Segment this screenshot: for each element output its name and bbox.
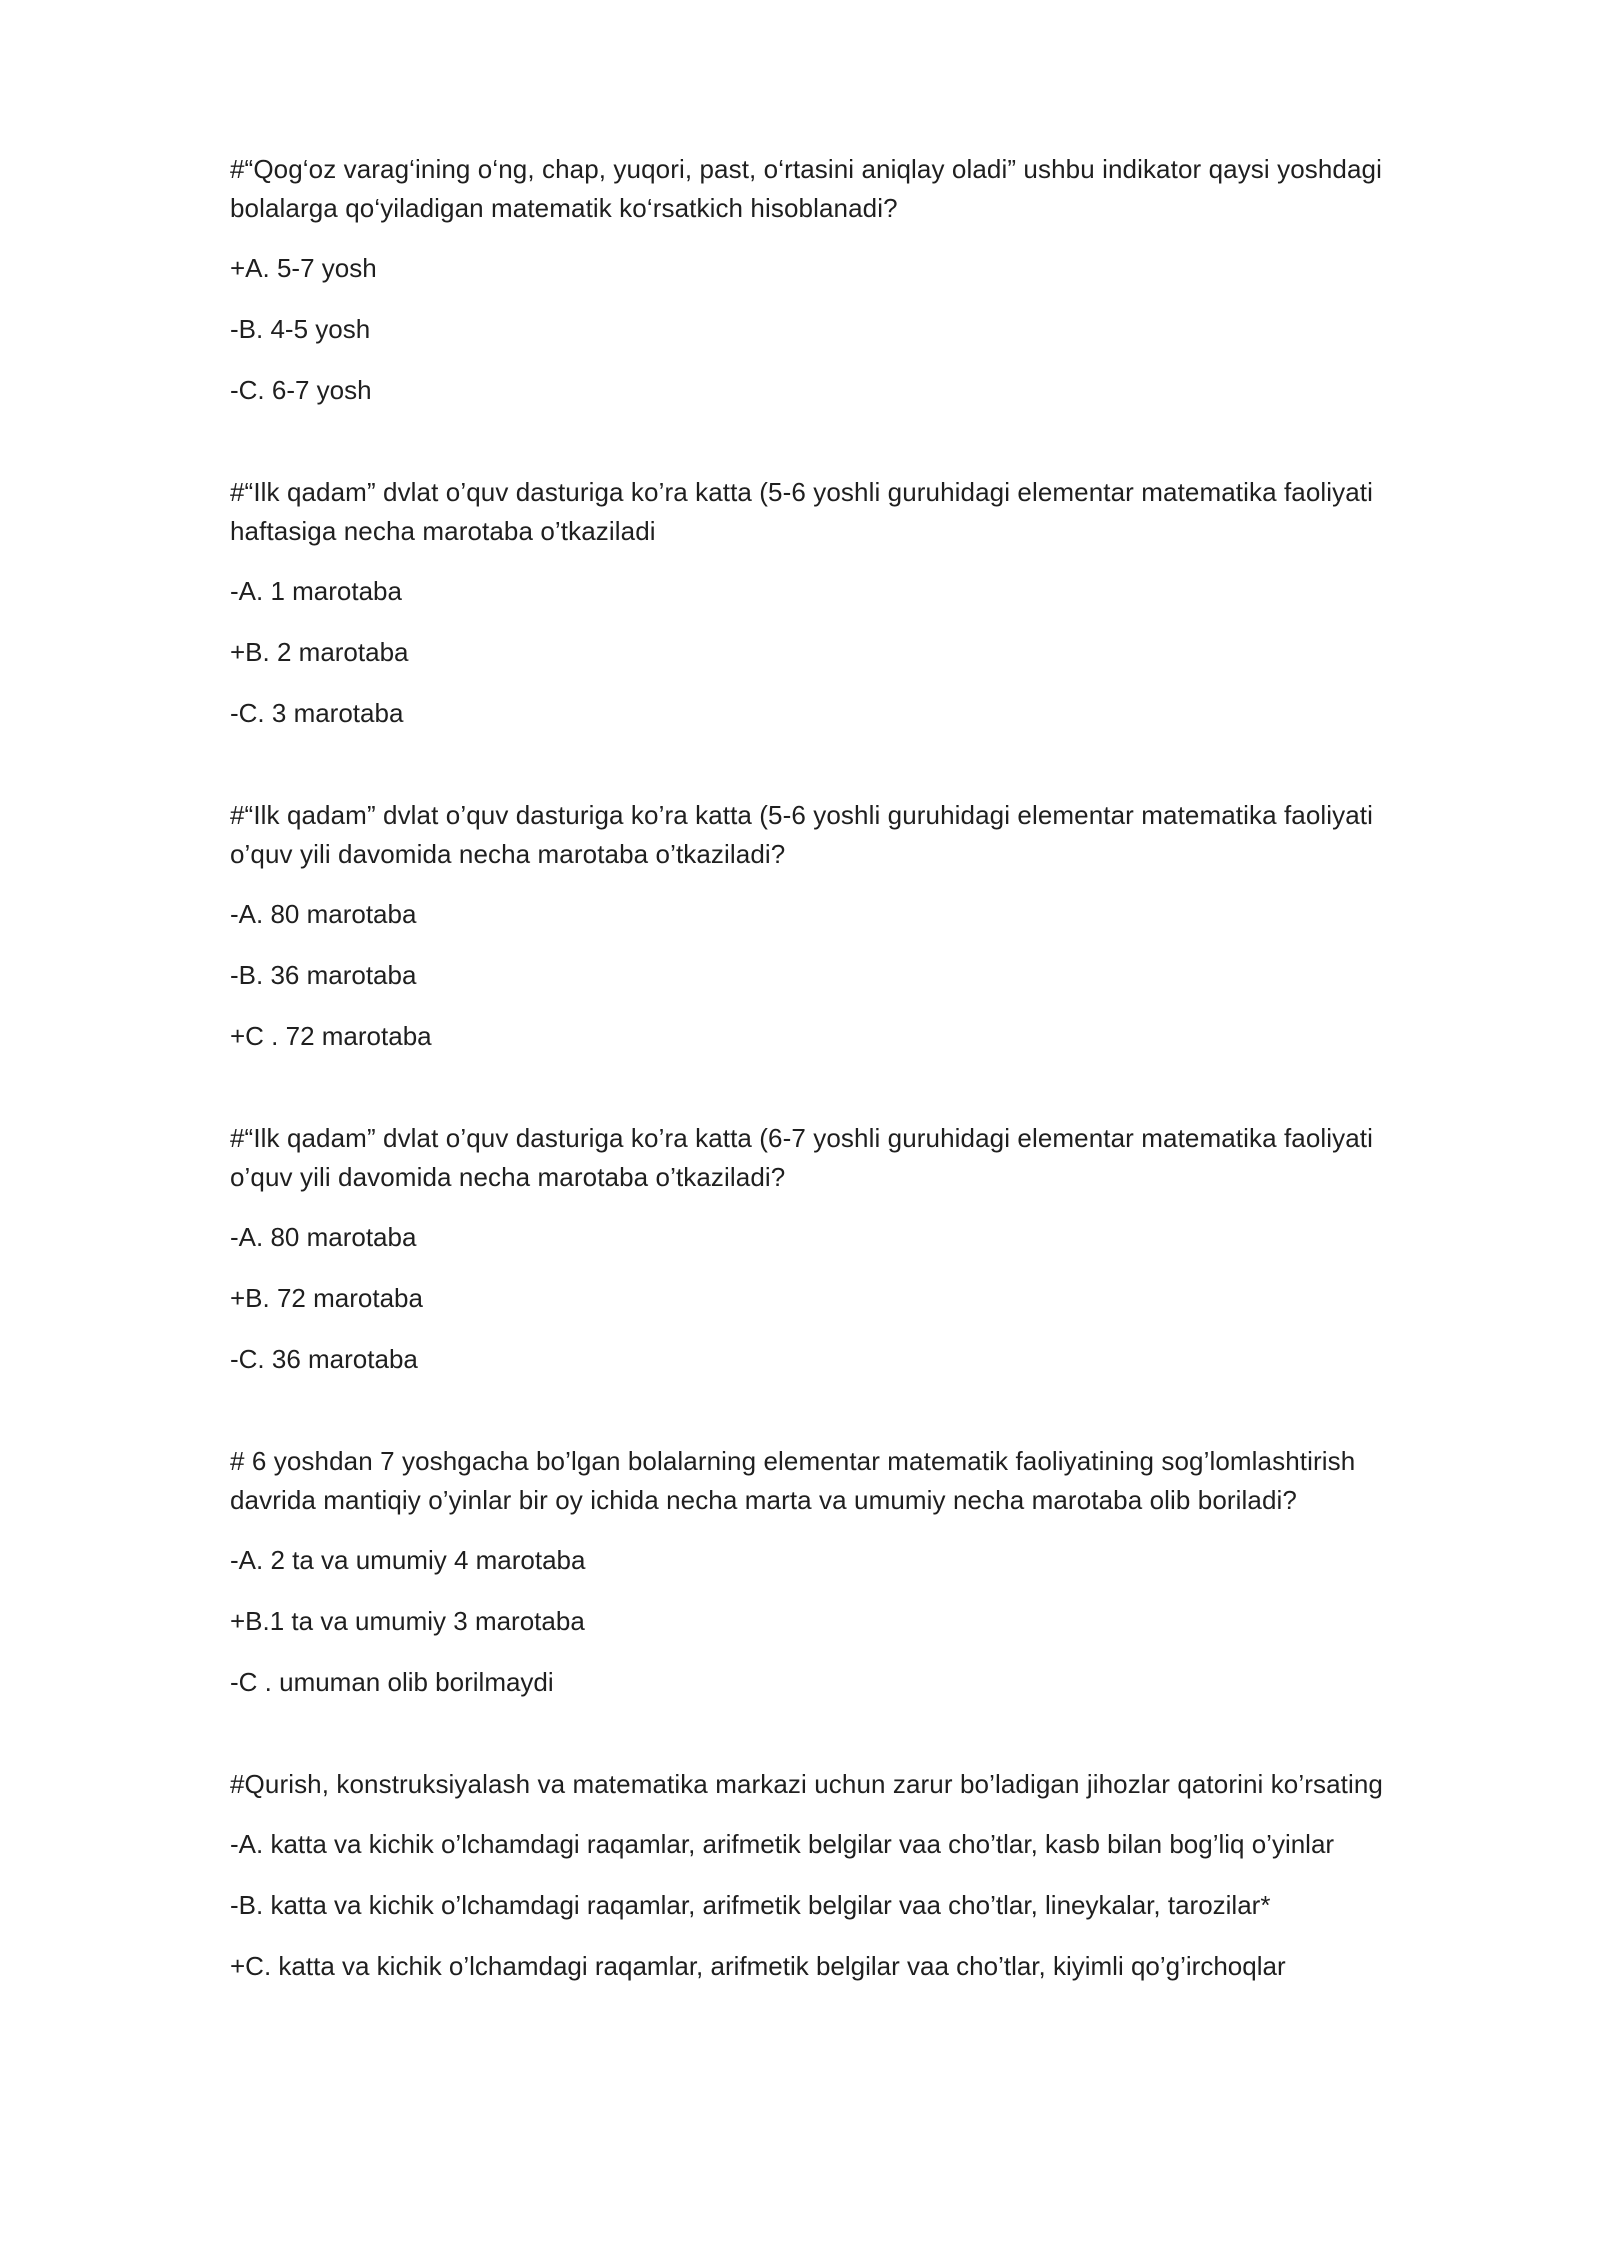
answer-option: -A. 80 marotaba <box>230 899 417 929</box>
question-block <box>230 150 1430 411</box>
answer-option: -A. 2 ta va umumiy 4 marotaba <box>230 1545 586 1575</box>
question-block <box>230 1119 1430 1380</box>
question-text: #“Qog‘oz varag‘ining o‘ng, chap, yuqori, past, o‘rtasini aniqlay oladi” ushbu indikator qaysi yoshdagi bolalarga qo‘yiladigan matematik ko‘rsatkich hisoblanadi? <box>230 154 1382 223</box>
answer-option: +B. 2 marotaba <box>230 637 409 667</box>
answer-option: -B. katta va kichik o’lchamdagi raqamlar, arifmetik belgilar vaa cho’tlar, lineykalar, tarozilar* <box>230 1890 1271 1920</box>
answer-option: -C. 6-7 yosh <box>230 375 372 405</box>
question-block <box>230 473 1430 734</box>
question-block <box>230 796 1430 1057</box>
question-text: #“Ilk qadam” dvlat o’quv dasturiga ko’ra katta (5-6 yoshli guruhidagi elementar matematika faoliyati o’quv yili davomida necha marotaba o’tkaziladi? <box>230 800 1374 869</box>
question-text: #Qurish, konstruksiyalash va matematika markazi uchun zarur bo’ladigan jihozlar qatorini ko’rsating <box>230 1769 1383 1799</box>
answer-option: +B. 72 marotaba <box>230 1283 423 1313</box>
answer-option: -C. 3 marotaba <box>230 698 404 728</box>
answer-option: -C . umuman olib borilmaydi <box>230 1667 554 1697</box>
answer-option: -C. 36 marotaba <box>230 1344 418 1374</box>
answer-option: -A. katta va kichik o’lchamdagi raqamlar, arifmetik belgilar vaa cho’tlar, kasb bilan bog’liq o’yinlar <box>230 1829 1335 1859</box>
answer-option: -A. 1 marotaba <box>230 576 402 606</box>
answer-option: +A. 5-7 yosh <box>230 253 377 283</box>
answer-option: -B. 36 marotaba <box>230 960 417 990</box>
question-text: # 6 yoshdan 7 yoshgacha bo’lgan bolalarning elementar matematik faoliyatining sog’lomlashtirish davrida mantiqiy o’yinlar bir oy ichida necha marta va umumiy necha marotaba olib boriladi? <box>230 1446 1356 1515</box>
question-text: #“Ilk qadam” dvlat o’quv dasturiga ko’ra katta (5-6 yoshli guruhidagi elementar matematika faoliyati haftasiga necha marotaba o’tkaziladi <box>230 477 1374 546</box>
answer-option: -A. 80 marotaba <box>230 1222 417 1252</box>
test-questions <box>230 150 1430 2049</box>
question-block <box>230 1765 1430 1987</box>
answer-option: -B. 4-5 yosh <box>230 314 371 344</box>
answer-option: +C . 72 marotaba <box>230 1021 432 1051</box>
answer-option: +C. katta va kichik o’lchamdagi raqamlar, arifmetik belgilar vaa cho’tlar, kiyimli qo’g’irchoqlar <box>230 1951 1286 1981</box>
question-block <box>230 1442 1430 1703</box>
answer-option: +B.1 ta va umumiy 3 marotaba <box>230 1606 585 1636</box>
question-text: #“Ilk qadam” dvlat o’quv dasturiga ko’ra katta (6-7 yoshli guruhidagi elementar matematika faoliyati o’quv yili davomida necha marotaba o’tkaziladi? <box>230 1123 1374 1192</box>
